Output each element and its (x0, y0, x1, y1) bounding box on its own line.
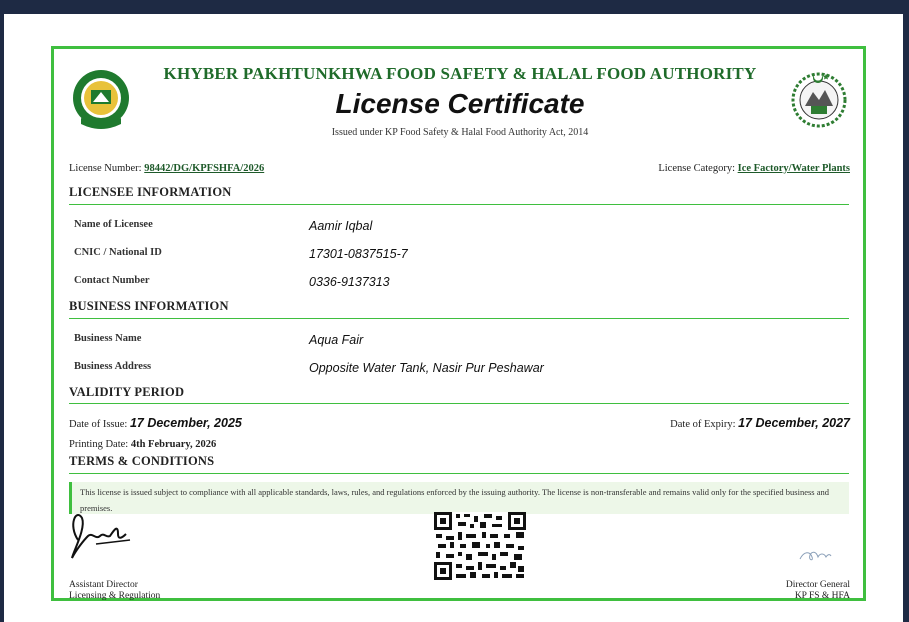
printing-date-row (69, 439, 216, 450)
right-signatory (786, 580, 850, 602)
terms-section-heading: TERMS & CONDITIONS (69, 454, 215, 468)
licensee-name-value: Aamir Iqbal (309, 219, 373, 233)
issue-date-value: 17 December, 2025 (129, 416, 242, 430)
food-authority-logo-icon (71, 68, 131, 132)
issue-date-label: Date of Issue: (69, 419, 128, 430)
assistant-director-signature (66, 500, 141, 570)
field-label: CNIC / National ID (74, 247, 162, 258)
field-label: Business Address (74, 361, 152, 372)
section-divider (69, 318, 849, 319)
license-category-link[interactable]: Ice Factory/Water Plants (737, 163, 850, 174)
licensee-section-heading: LICENSEE INFORMATION (69, 185, 232, 199)
qr-code-icon (434, 512, 526, 580)
field-label: Contact Number (74, 275, 150, 286)
field-label: Business Name (74, 333, 142, 344)
validity-section-heading: VALIDITY PERIOD (69, 385, 185, 399)
expiry-date-value: 17 December, 2027 (738, 416, 850, 430)
section-divider (69, 473, 849, 474)
right-signatory-title: Director General (785, 580, 850, 590)
license-category-row (658, 163, 850, 174)
left-signatory-dept: Licensing & Regulation (69, 591, 161, 601)
certificate-title: License Certificate (335, 88, 585, 119)
left-signatory (69, 580, 160, 602)
business-section-heading: BUSINESS INFORMATION (69, 299, 229, 313)
authority-name: KHYBER PAKHTUNKHWA FOOD SAFETY & HALAL FOOD AUTHORITY (163, 64, 757, 83)
window-top-border (0, 0, 909, 14)
field-label: Name of Licensee (74, 219, 153, 230)
license-category-label: License Category: (658, 163, 736, 174)
business-address-value: Opposite Water Tank, Nasir Pur Peshawar (309, 361, 544, 375)
business-name-value: Aqua Fair (309, 333, 364, 347)
license-number-link[interactable]: 98442/DG/KPFSHFA/2026 (144, 163, 265, 174)
left-signatory-title: Assistant Director (69, 580, 138, 590)
kp-government-emblem-icon (789, 68, 849, 132)
license-number-row (69, 163, 264, 174)
expiry-date-label: Date of Expiry: (670, 419, 736, 430)
section-divider (69, 204, 849, 205)
section-divider (69, 403, 849, 404)
license-number-label: License Number: (69, 163, 142, 174)
issue-date-row (69, 416, 242, 430)
window-right-border (903, 0, 909, 622)
contact-number-value: 0336-9137313 (309, 275, 390, 289)
right-signatory-dept: KP FS & HFA (794, 591, 850, 601)
director-general-signature (798, 545, 832, 565)
expiry-date-row (670, 416, 850, 430)
printing-date-value: 4th February, 2026 (130, 439, 217, 450)
issuing-act: Issued under KP Food Safety & Halal Food Authority Act, 2014 (331, 127, 589, 138)
cnic-value: 17301-0837515-7 (309, 247, 408, 261)
printing-date-label: Printing Date: (69, 439, 129, 450)
terms-text: This license is issued subject to compliance with all applicable standards, laws, rules, and regulations enforced by the issuing authority. The license is non-transferable and remains valid only for the specified business and premises. (80, 487, 829, 513)
